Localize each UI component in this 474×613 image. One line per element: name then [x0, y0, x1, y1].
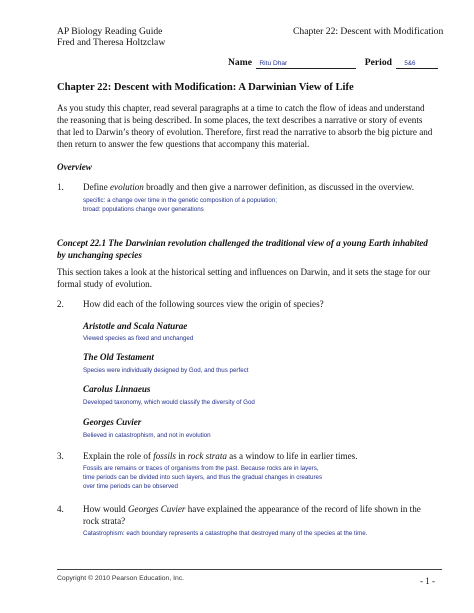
- question-4-line-2: rock strata?: [83, 516, 126, 526]
- name-value: Ritu Dhar: [259, 60, 288, 67]
- question-2: How did each of the following sources view the origin of species?: [83, 299, 324, 309]
- q2-item-label-linnaeus: Carolus Linnaeus: [83, 384, 151, 394]
- chapter-header: Chapter 22: Descent with Modification: [293, 26, 444, 37]
- concept-heading-line-1: Concept 22.1 The Darwinian revolution challenged the traditional view of a young Earth inhabited: [57, 238, 428, 248]
- copyright: Copyright © 2010 Pearson Education, Inc.: [57, 575, 185, 582]
- q2-answer-aristotle[interactable]: Viewed species as fixed and unchanged: [83, 335, 194, 342]
- authors: Fred and Theresa Holtzclaw: [57, 37, 166, 48]
- answer-3-line-1[interactable]: Fossils are remains or traces of organisms from the past. Because rocks are in layers,: [83, 465, 319, 472]
- intro-line-1: As you study this chapter, read several paragraphs at a time to catch the flow of ideas and understand: [57, 103, 425, 113]
- answer-1-line-2[interactable]: broad: populations change over generations: [83, 206, 204, 213]
- guide-title: AP Biology Reading Guide: [57, 26, 163, 37]
- question-2-number: 2.: [57, 299, 64, 309]
- intro-line-2: the reasoning that is being described. In some places, the text describes a narrative or story of events: [57, 115, 423, 125]
- concept-desc-line-2: formal study of evolution.: [57, 279, 152, 289]
- page-number: - 1 -: [420, 576, 435, 586]
- overview-heading: Overview: [57, 162, 92, 172]
- answer-1-line-1[interactable]: specific: a change over time in the genetic composition of a population;: [83, 197, 277, 204]
- intro-line-4: then return to answer the few questions that accompany this material.: [57, 139, 310, 149]
- concept-heading-line-2: by unchanging species: [57, 250, 142, 260]
- q2-item-label-aristotle: Aristotle and Scala Naturae: [83, 321, 188, 331]
- question-4-line-1: How would Georges Cuvier have explained the appearance of the record of life shown in the: [83, 504, 421, 514]
- question-3: Explain the role of fossils in rock strata as a window to life in earlier times.: [83, 451, 358, 461]
- question-3-number: 3.: [57, 451, 64, 461]
- period-field[interactable]: [396, 57, 438, 69]
- question-4-number: 4.: [57, 504, 64, 514]
- question-1: Define evolution broadly and then give a narrower definition, as discussed in the overview.: [83, 182, 414, 192]
- q2-item-label-old-testament: The Old Testament: [83, 352, 154, 362]
- intro-line-3: that led to Darwin’s theory of evolution. Therefore, first read the narrative to absorb the big picture and: [57, 127, 433, 137]
- footer-divider: [57, 569, 442, 570]
- answer-4[interactable]: Catastrophism: each boundary represents a catastrophe that destroyed many of the species at the time.: [83, 530, 368, 537]
- answer-3-line-2[interactable]: time periods can be divided into such layers, and thus the gradual changes in creatures: [83, 474, 323, 481]
- period-value: 5&6: [404, 60, 416, 67]
- q2-answer-linnaeus[interactable]: Developed taxonomy, which would classify the diversity of God: [83, 399, 255, 406]
- answer-3-line-3[interactable]: over time periods can be observed: [83, 483, 178, 490]
- question-1-number: 1.: [57, 182, 64, 192]
- name-row: [228, 57, 438, 69]
- period-label: Period: [364, 57, 392, 68]
- concept-desc-line-1: This section takes a look at the historical setting and influences on Darwin, and it sets the stage for our: [57, 267, 431, 277]
- q2-answer-cuvier[interactable]: Believed in catastrophism, and not in evolution: [83, 432, 211, 439]
- chapter-title: Chapter 22: Descent with Modification: A Darwinian View of Life: [57, 82, 354, 93]
- q2-answer-old-testament[interactable]: Species were individually designed by God, and thus perfect: [83, 367, 249, 374]
- q2-item-label-cuvier: Georges Cuvier: [83, 417, 142, 427]
- name-label: Name: [228, 57, 252, 68]
- name-field[interactable]: [256, 57, 356, 69]
